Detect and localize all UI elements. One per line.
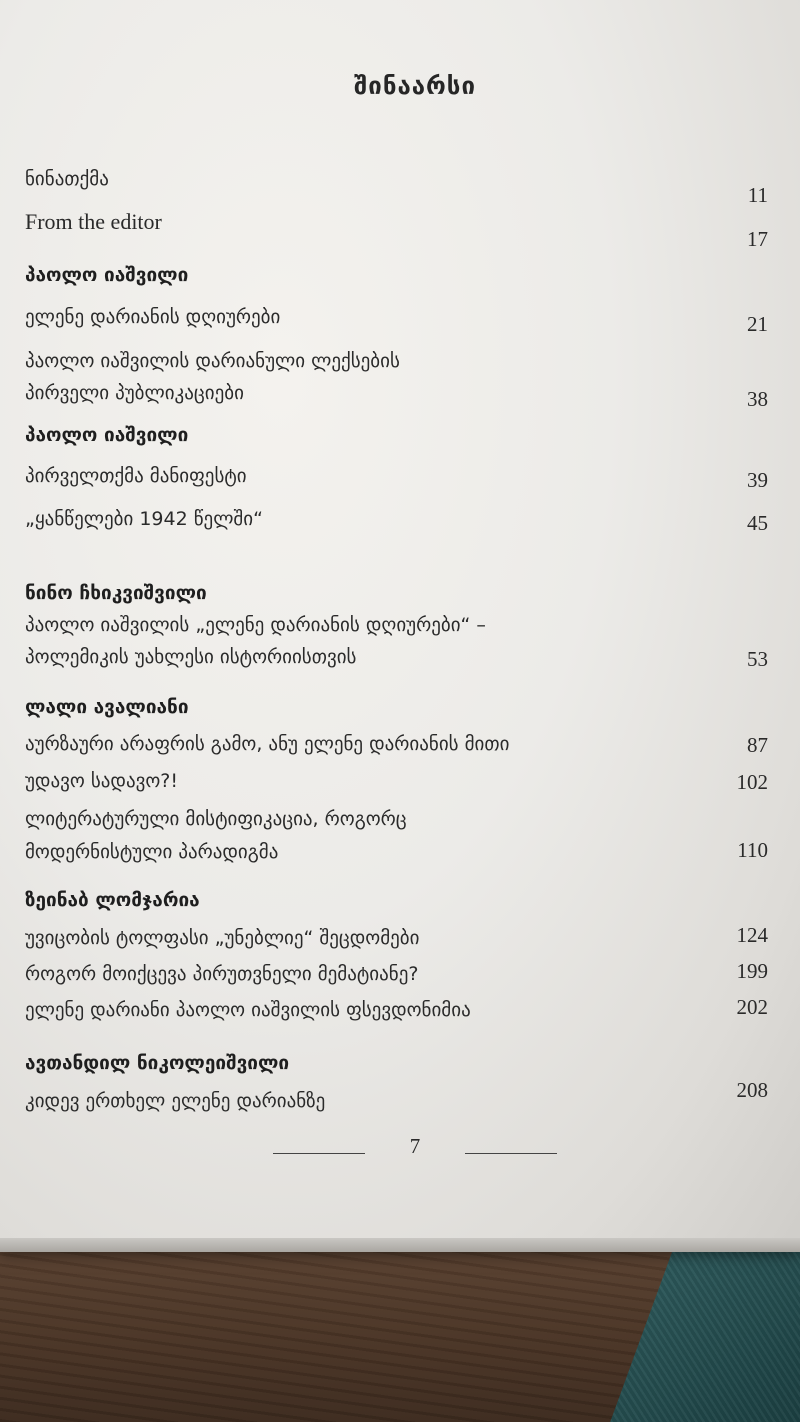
page-title: შინაარსი [354, 72, 476, 100]
toc-author: ნინო ჩხიკვიშვილი [25, 582, 207, 604]
toc-entry-page: 53 [747, 647, 768, 671]
toc-entry-page: 38 [747, 387, 768, 411]
toc-entry-page: 11 [747, 183, 768, 207]
toc-entry-title: უვიცობის ტოლფასი „უნებლიე“ შეცდომები [25, 927, 420, 949]
toc-author: ლალი ავალიანი [25, 696, 189, 718]
toc-entry-page: 208 [736, 1078, 768, 1102]
toc-entry-page: 39 [747, 468, 768, 492]
toc-entry-title: უდავო სადავო?! [25, 770, 178, 792]
toc-entry-title: კიდევ ერთხელ ელენე დარიანზე [25, 1090, 326, 1112]
toc-entry-title: „ყანწელები 1942 წელში“ [25, 508, 263, 530]
toc-entry-title-cont: პოლემიკის უახლესი ისტორიისთვის [25, 646, 357, 668]
toc-author: პაოლო იაშვილი [25, 264, 189, 286]
toc-entry-page: 87 [747, 733, 768, 757]
toc-entry-title: როგორ მოიქცევა პირუთვნელი მემატიანე? [25, 963, 419, 985]
footer-rule-left [273, 1153, 365, 1154]
toc-entry-page: 45 [747, 511, 768, 535]
toc-author: ავთანდილ ნიკოლეიშვილი [25, 1052, 290, 1074]
toc-author: ზეინაბ ლომჯარია [25, 889, 200, 911]
toc-entry-title: პაოლო იაშვილის დარიანული ლექსების [25, 350, 400, 372]
page-number: 7 [409, 1134, 421, 1158]
toc-entry-title: ნინათქმა [25, 168, 109, 190]
toc-author: პაოლო იაშვილი [25, 424, 189, 446]
toc-entry-title: პაოლო იაშვილის „ელენე დარიანის დღიურები“ – [25, 614, 486, 636]
toc-entry-page: 102 [736, 770, 768, 794]
toc-entry-page: 202 [736, 995, 768, 1019]
toc-entry-title: ელენე დარიანი პაოლო იაშვილის ფსევდონიმია [25, 999, 471, 1021]
toc-entry-title-cont: პირველი პუბლიკაციები [25, 382, 244, 404]
toc-entry-title: From the editor [25, 209, 162, 234]
toc-entry-page: 199 [736, 959, 768, 983]
toc-entry-title: ლიტერატურული მისტიფიკაცია, როგორც [25, 808, 407, 830]
toc-entry-page: 17 [747, 227, 768, 251]
toc-entry-title-cont: მოდერნისტული პარადიგმა [25, 841, 279, 863]
toc-entry-title: ელენე დარიანის დღიურები [25, 306, 281, 328]
page-edge [0, 1238, 800, 1252]
toc-entry-title: პირველთქმა მანიფესტი [25, 465, 247, 487]
toc-entry-page: 124 [736, 923, 768, 947]
toc-entry-page: 21 [747, 312, 768, 336]
toc-entry-title: აურზაური არაფრის გამო, ანუ ელენე დარიანის მითი [25, 733, 510, 755]
toc-entry-page: 110 [737, 838, 768, 862]
footer-rule-right [465, 1153, 557, 1154]
